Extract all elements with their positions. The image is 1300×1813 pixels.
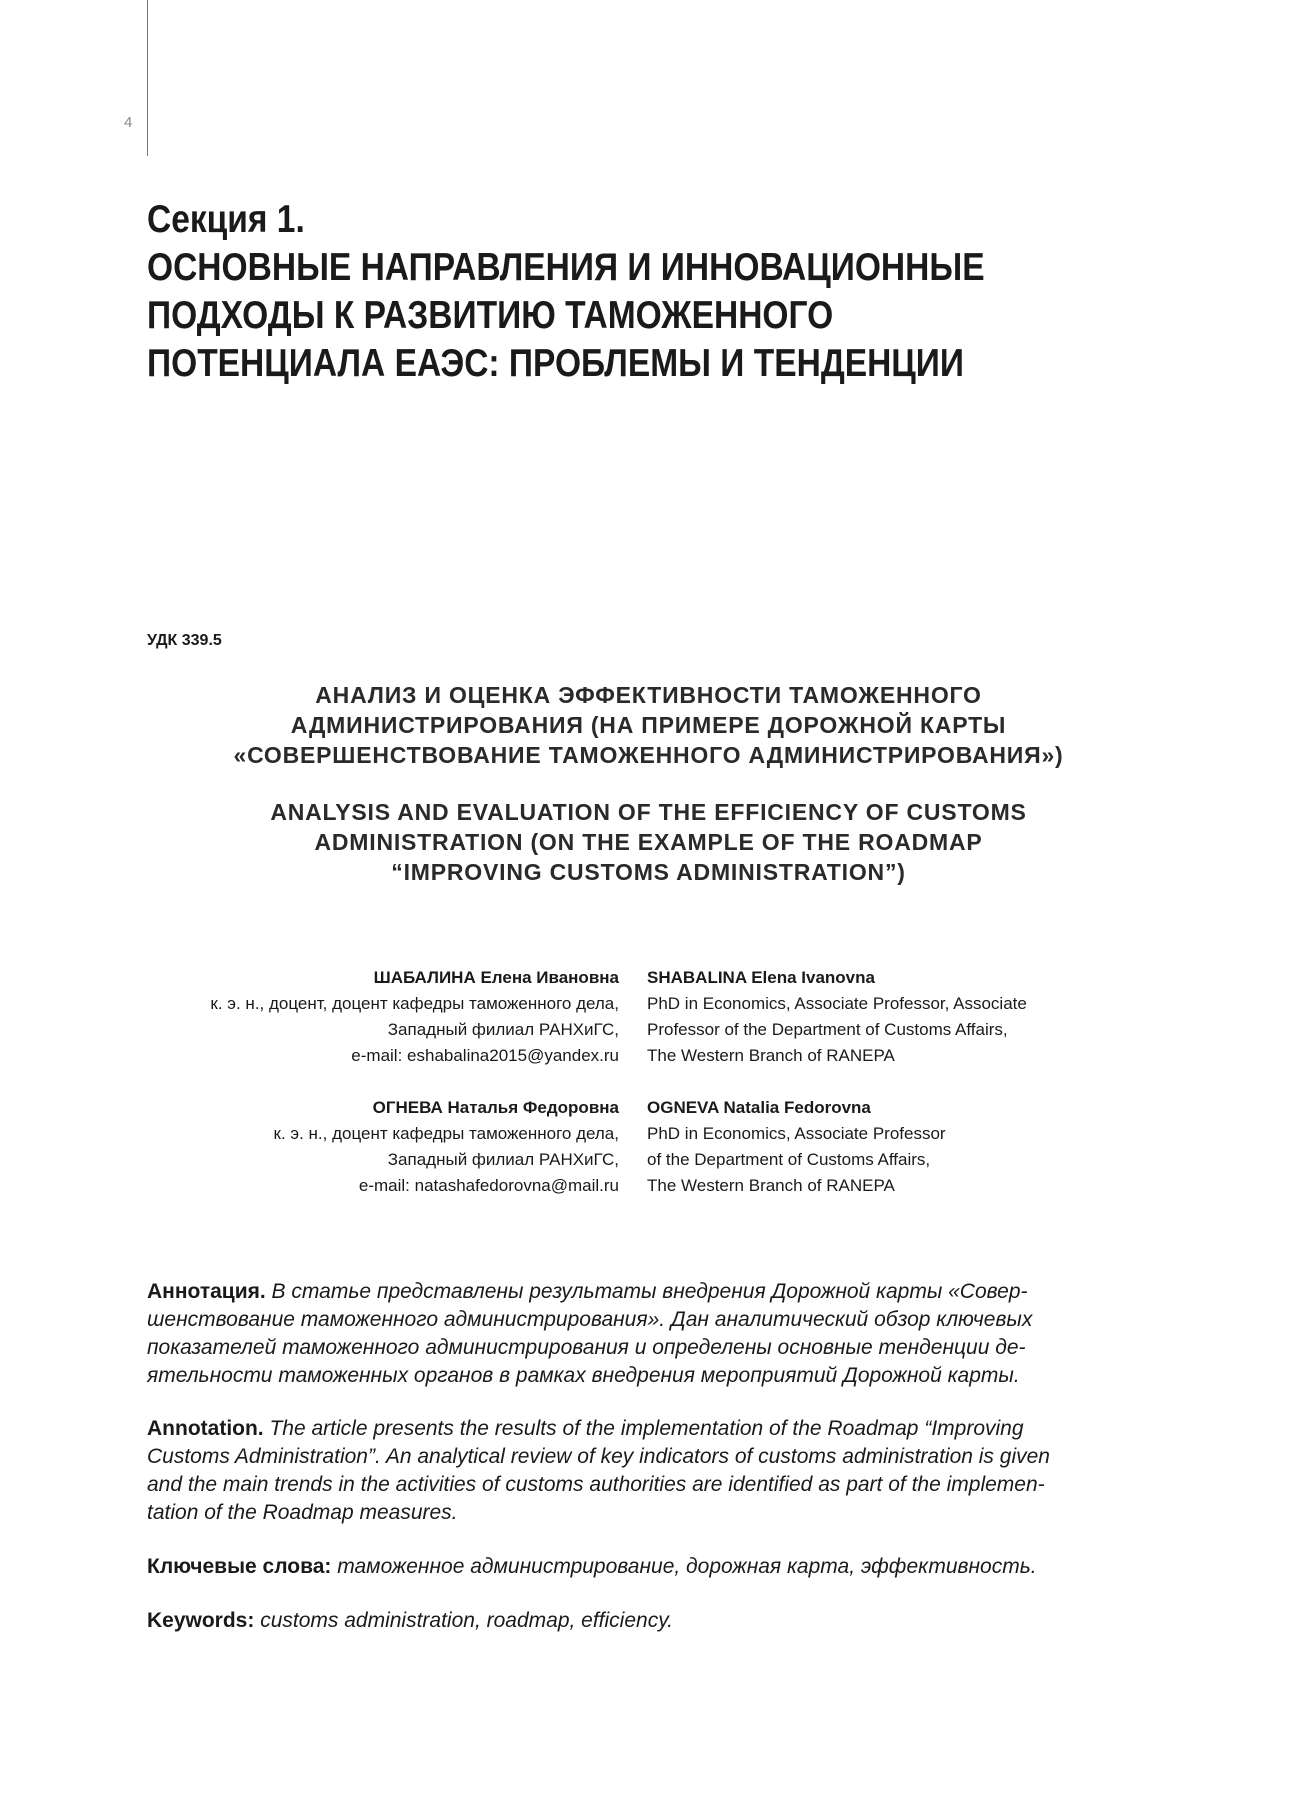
title-line: ADMINISTRATION (ON THE EXAMPLE OF THE ROADMAP [314,829,983,855]
annotation-text: Customs Administration”. An analytical review of key indicators of customs administration is given [147,1445,1050,1468]
author-2-en [647,1095,946,1199]
keywords-en [147,1607,1147,1635]
keywords-text: таможенное администрирование, дорожная карта, эффективность. [331,1555,1037,1578]
keywords-label: Keywords: [147,1609,255,1632]
author-affiliation-line: Professor of the Department of Customs Affairs, [647,1020,1008,1039]
title-line: «СОВЕРШЕНСТВОВАНИЕ ТАМОЖЕННОГО АДМИНИСТРИРОВАНИЯ») [233,742,1064,768]
annotation-text: ятельности таможенных органов в рамках внедрения мероприятий Дорожной карты. [147,1364,1020,1387]
title-line: “IMPROVING CUSTOMS ADMINISTRATION”) [391,859,906,885]
article-title-ru [147,680,1150,770]
author-name: ШАБАЛИНА Елена Ивановна [373,968,619,987]
author-affiliation-line: к. э. н., доцент, доцент кафедры таможенного дела, [210,994,619,1013]
annotation-line [147,1415,1147,1443]
keywords-text: customs administration, roadmap, efficiency. [254,1609,673,1632]
author-affiliation-line: The Western Branch of RANEPA [647,1176,895,1195]
author-affiliation-line: PhD in Economics, Associate Professor, Associate [647,994,1027,1013]
author-1-ru [210,965,619,1069]
annotation-ru [147,1278,1147,1390]
udk-code: УДК 339.5 [147,632,222,649]
author-affiliation-line: The Western Branch of RANEPA [647,1046,895,1065]
author-email: e-mail: eshabalina2015@yandex.ru [351,1046,619,1065]
title-line: АДМИНИСТРИРОВАНИЯ (НА ПРИМЕРЕ ДОРОЖНОЙ КАРТЫ [290,712,1007,738]
keywords-ru [147,1553,1147,1581]
section-title-line: ОСНОВНЫЕ НАПРАВЛЕНИЯ И ИННОВАЦИОННЫЕ [147,246,985,289]
section-label: Секция 1. [147,198,305,241]
margin-rule [147,0,148,156]
annotation-line [147,1278,1147,1306]
author-name: SHABALINA Elena Ivanovna [647,968,875,987]
author-affiliation-line: PhD in Economics, Associate Professor [647,1124,946,1143]
annotation-text: шенствование таможенного администрирования». Дан аналитический обзор ключевых [147,1308,1033,1331]
author-email: e-mail: natashafedorovna@mail.ru [358,1176,619,1195]
annotation-label: Annotation. [147,1417,264,1440]
section-title-line: ПОДХОДЫ К РАЗВИТИЮ ТАМОЖЕННОГО [147,294,834,337]
section-heading [147,196,1016,388]
author-name: ОГНЕВА Наталья Федоровна [372,1098,619,1117]
title-line: ANALYSIS AND EVALUATION OF THE EFFICIENCY OF CUSTOMS [270,799,1027,825]
author-affiliation-line: Западный филиал РАНХиГС, [387,1150,619,1169]
author-affiliation-line: Западный филиал РАНХиГС, [387,1020,619,1039]
annotation-text: показателей таможенного администрирования и определены основные тенденции де- [147,1336,1026,1359]
author-2-ru [274,1095,619,1199]
author-1-en [647,965,1027,1069]
section-title-line: ПОТЕНЦИАЛА ЕАЭС: ПРОБЛЕМЫ И ТЕНДЕНЦИИ [147,342,965,385]
page-number: 4 [124,114,133,131]
annotation-text: and the main trends in the activities of customs authorities are identified as part of the implemen- [147,1473,1045,1496]
annotation-en [147,1415,1147,1527]
annotation-text: The article presents the results of the implementation of the Roadmap “Improving [263,1417,1024,1440]
annotation-text: tation of the Roadmap measures. [147,1501,458,1524]
author-affiliation-line: к. э. н., доцент кафедры таможенного дела, [273,1124,619,1143]
keywords-label: Ключевые слова: [147,1555,332,1578]
author-affiliation-line: of the Department of Customs Affairs, [647,1150,931,1169]
annotation-label: Аннотация. [147,1280,266,1303]
annotation-text: В статье представлены результаты внедрения Дорожной карты «Совер- [265,1280,1028,1303]
title-line: АНАЛИЗ И ОЦЕНКА ЭФФЕКТИВНОСТИ ТАМОЖЕННОГО [315,682,982,708]
author-name: OGNEVA Natalia Fedorovna [647,1098,871,1117]
article-title-en [147,797,1150,887]
